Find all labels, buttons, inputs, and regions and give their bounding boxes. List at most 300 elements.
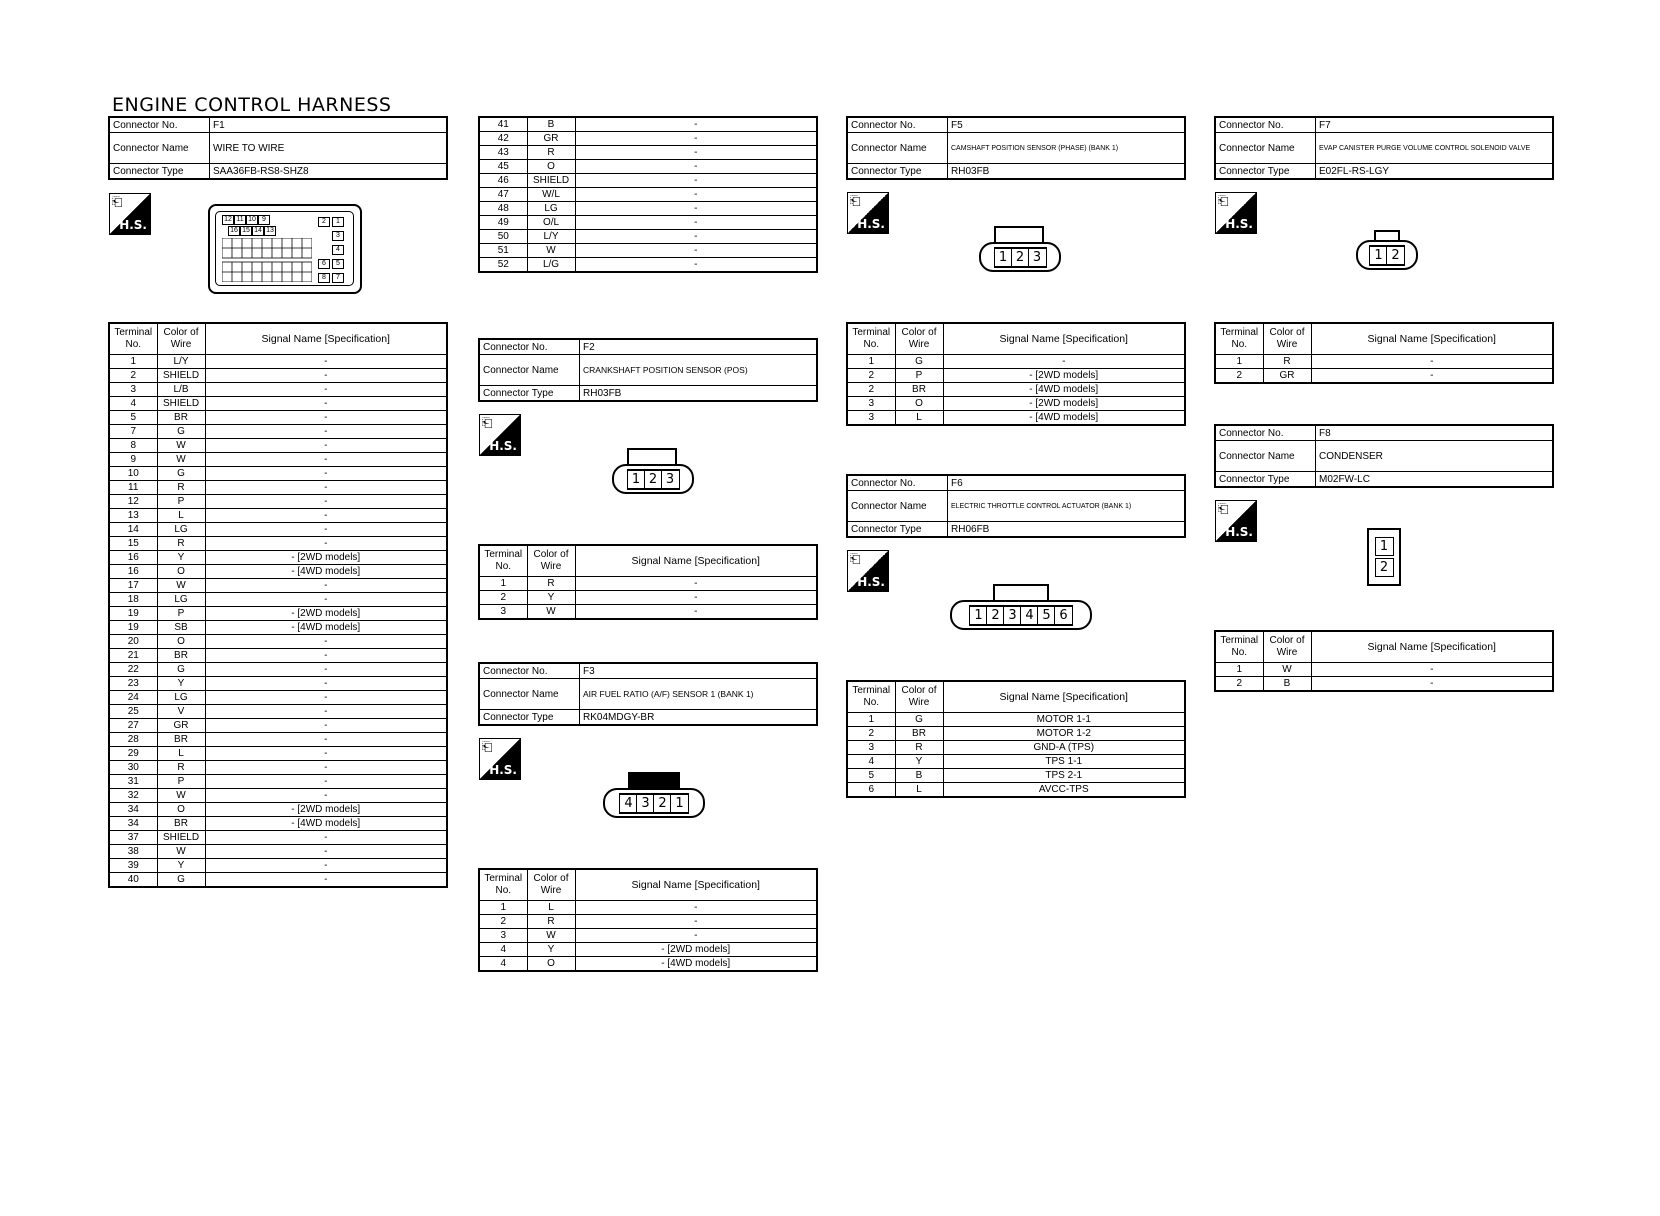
terminal-cell: 1 <box>479 577 527 591</box>
signal-cell: - <box>1311 369 1553 384</box>
signal-cell: - <box>575 132 817 146</box>
table-row <box>479 146 817 160</box>
terminal-cell: 16 <box>109 565 157 579</box>
harness-side-icon: ⎗ H.S. <box>847 192 889 234</box>
terminal-cell: 13 <box>109 509 157 523</box>
text-label: Signal Name [Specification] <box>1311 631 1553 663</box>
f5-connector-type: RH03FB <box>948 164 1186 180</box>
f3-terminal-rows <box>479 901 817 972</box>
signal-cell: - <box>575 605 817 620</box>
table-row <box>109 859 447 873</box>
text-label: Terminal No. <box>1215 631 1263 663</box>
signal-cell: - <box>205 593 447 607</box>
terminal-cell: 5 <box>847 769 895 783</box>
table-row <box>109 383 447 397</box>
signal-cell: AVCC-TPS <box>943 783 1185 798</box>
terminal-cell: 3 <box>847 741 895 755</box>
text-label: 14 <box>252 226 264 236</box>
harness-side-icon: ⎗ H.S. <box>1215 192 1257 234</box>
terminal-cell: 42 <box>479 132 527 146</box>
table-row <box>109 565 447 579</box>
terminal-cell: 8 <box>109 439 157 453</box>
f1-info-table <box>108 116 448 180</box>
text-label: Connector No. <box>479 663 580 679</box>
signal-cell: - <box>205 705 447 719</box>
harness-side-icon: ⎗ H.S. <box>479 414 521 456</box>
text-label: 7 <box>332 273 344 283</box>
terminal-cell: 14 <box>109 523 157 537</box>
signal-cell: - <box>205 831 447 845</box>
wire-color-cell: LG <box>527 202 575 216</box>
wire-color-cell: L <box>895 783 943 798</box>
wire-color-cell: LG <box>157 523 205 537</box>
header-terminal-no: Terminal No. <box>109 323 157 355</box>
f3-connector-no: F3 <box>580 663 818 679</box>
table-row <box>109 551 447 565</box>
table-row <box>479 605 817 620</box>
wire-color-cell: W <box>157 439 205 453</box>
signal-cell: - <box>205 733 447 747</box>
text-label: 16 <box>228 226 240 236</box>
table-row <box>109 775 447 789</box>
signal-cell: - <box>205 411 447 425</box>
signal-cell: - <box>1311 677 1553 692</box>
terminal-cell: 19 <box>109 621 157 635</box>
wire-color-cell: Y <box>527 943 575 957</box>
table-row <box>109 481 447 495</box>
f6-connector-no: F6 <box>948 475 1186 491</box>
table-row <box>109 845 447 859</box>
text-label: Connector Type <box>479 710 580 726</box>
table-row <box>109 677 447 691</box>
text-label: H.S. <box>1225 525 1253 539</box>
text-label: 1 <box>332 217 344 227</box>
signal-cell: - <box>205 719 447 733</box>
terminal-cell: 4 <box>847 755 895 769</box>
table-row <box>847 397 1185 411</box>
harness-side-icon: ⎗ H.S. <box>1215 500 1257 542</box>
f7-connector-type: E02FL-RS-LGY <box>1316 164 1554 180</box>
signal-cell: - [4WD models] <box>943 383 1185 397</box>
terminal-cell: 20 <box>109 635 157 649</box>
wire-color-cell: L/B <box>157 383 205 397</box>
wire-color-cell: R <box>157 537 205 551</box>
signal-cell: - [4WD models] <box>205 817 447 831</box>
wire-color-cell: P <box>157 495 205 509</box>
table-row <box>109 439 447 453</box>
terminal-cell: 32 <box>109 789 157 803</box>
text-label: Connector Name <box>1215 441 1316 472</box>
terminal-cell: 1 <box>1215 663 1263 677</box>
wire-color-cell: Y <box>157 677 205 691</box>
terminal-cell: 3 <box>479 605 527 620</box>
table-row <box>847 713 1185 727</box>
terminal-cell: 30 <box>109 761 157 775</box>
text-label: Signal Name [Specification] <box>575 545 817 577</box>
text-label: 3 <box>332 231 344 241</box>
wire-color-cell: GR <box>157 719 205 733</box>
text-label: 3 <box>1003 606 1022 625</box>
table-row <box>109 607 447 621</box>
terminal-cell: 29 <box>109 747 157 761</box>
table-row <box>109 453 447 467</box>
text-label: Connector No. <box>1215 117 1316 133</box>
terminal-cell: 5 <box>109 411 157 425</box>
text-label: 1 <box>1369 246 1388 265</box>
terminal-cell: 37 <box>109 831 157 845</box>
signal-cell: GND-A (TPS) <box>943 741 1185 755</box>
table-row <box>109 397 447 411</box>
wire-color-cell: W <box>527 929 575 943</box>
signal-cell: TPS 1-1 <box>943 755 1185 769</box>
wire-color-cell: B <box>895 769 943 783</box>
wire-color-cell: W <box>527 605 575 620</box>
wire-color-cell: L/Y <box>157 355 205 369</box>
signal-cell: - <box>575 174 817 188</box>
f8-connector-name: CONDENSER <box>1316 441 1554 472</box>
f7-terminal-rows <box>1215 355 1553 384</box>
table-row <box>479 160 817 174</box>
table-row <box>479 230 817 244</box>
wire-color-cell: O <box>527 160 575 174</box>
table-row <box>479 957 817 972</box>
wire-color-cell: P <box>157 607 205 621</box>
terminal-cell: 4 <box>479 943 527 957</box>
terminal-cell: 28 <box>109 733 157 747</box>
text-label: 1 <box>994 248 1013 267</box>
f3-info-table <box>478 662 818 726</box>
terminal-cell: 39 <box>109 859 157 873</box>
terminal-cell: 1 <box>109 355 157 369</box>
signal-cell: - [4WD models] <box>575 957 817 972</box>
terminal-cell: 1 <box>479 901 527 915</box>
wire-color-cell: SHIELD <box>157 397 205 411</box>
table-row <box>109 873 447 888</box>
wire-color-cell: Y <box>157 551 205 565</box>
text-label: 2 <box>653 794 672 813</box>
table-row <box>109 579 447 593</box>
text-label: Connector No. <box>847 117 948 133</box>
terminal-cell: 2 <box>479 591 527 605</box>
terminal-cell: 48 <box>479 202 527 216</box>
wire-color-cell: O <box>527 957 575 972</box>
signal-cell: - <box>575 244 817 258</box>
text-label: Connector Type <box>847 164 948 180</box>
text-label: 15 <box>240 226 252 236</box>
f6-connector-type: RH06FB <box>948 522 1186 538</box>
wire-color-cell: BR <box>157 649 205 663</box>
terminal-cell: 31 <box>109 775 157 789</box>
signal-cell: - <box>205 873 447 888</box>
text-label: 4 <box>332 245 344 255</box>
text-label: 6 <box>318 259 330 269</box>
text-label: H.S. <box>1225 217 1253 231</box>
table-row <box>847 355 1185 369</box>
table-row <box>109 635 447 649</box>
table-row <box>109 495 447 509</box>
f7-terminal-table <box>1214 322 1554 384</box>
terminal-cell: 51 <box>479 244 527 258</box>
terminal-cell: 9 <box>109 453 157 467</box>
f1-pin-grid <box>222 238 312 282</box>
text-label: 4 <box>619 794 638 813</box>
f6-terminal-rows <box>847 713 1185 798</box>
signal-cell: - [2WD models] <box>943 369 1185 383</box>
table-row <box>109 817 447 831</box>
table-row <box>109 509 447 523</box>
wire-color-cell: O <box>157 803 205 817</box>
text-label: 3 <box>636 794 655 813</box>
table-row <box>109 747 447 761</box>
table-row <box>109 691 447 705</box>
signal-cell: - [2WD models] <box>205 607 447 621</box>
wire-color-cell: SB <box>157 621 205 635</box>
wire-color-cell: W <box>527 244 575 258</box>
wire-color-cell: GR <box>527 132 575 146</box>
text-label: Connector Name <box>1215 133 1316 164</box>
f8-terminal-table <box>1214 630 1554 692</box>
table-row <box>109 831 447 845</box>
terminal-cell: 1 <box>1215 355 1263 369</box>
terminal-cell: 2 <box>479 915 527 929</box>
wire-color-cell: G <box>895 355 943 369</box>
wire-color-cell: SHIELD <box>157 369 205 383</box>
f7-connector-name: EVAP CANISTER PURGE VOLUME CONTROL SOLENOID VALVE <box>1316 133 1554 164</box>
f1-terminal-table <box>108 322 448 888</box>
table-row <box>109 523 447 537</box>
terminal-cell: 52 <box>479 258 527 273</box>
text-label: 2 <box>986 606 1005 625</box>
signal-cell: - <box>575 216 817 230</box>
signal-cell: MOTOR 1-1 <box>943 713 1185 727</box>
wire-color-cell: BR <box>157 411 205 425</box>
wire-color-cell: G <box>895 713 943 727</box>
f6-connector-diagram <box>950 600 1092 630</box>
signal-cell: - <box>575 915 817 929</box>
wire-color-cell: BR <box>895 383 943 397</box>
table-row <box>479 202 817 216</box>
terminal-cell: 25 <box>109 705 157 719</box>
table-row <box>847 755 1185 769</box>
terminal-cell: 1 <box>847 355 895 369</box>
text-label: Terminal No. <box>1215 323 1263 355</box>
wire-color-cell: L <box>895 411 943 426</box>
terminal-cell: 38 <box>109 845 157 859</box>
text-label: Signal Name [Specification] <box>575 869 817 901</box>
wire-color-cell: BR <box>157 817 205 831</box>
f8-connector-diagram <box>1367 528 1401 586</box>
signal-cell: - [4WD models] <box>205 565 447 579</box>
terminal-cell: 24 <box>109 691 157 705</box>
text-label: Terminal No. <box>479 545 527 577</box>
terminal-cell: 43 <box>479 146 527 160</box>
wire-color-cell: R <box>527 915 575 929</box>
signal-cell: - [4WD models] <box>205 621 447 635</box>
signal-cell: - <box>205 495 447 509</box>
signal-cell: - <box>205 677 447 691</box>
terminal-cell: 40 <box>109 873 157 888</box>
signal-cell: - [2WD models] <box>205 803 447 817</box>
wire-color-cell: Y <box>527 591 575 605</box>
table-row <box>109 411 447 425</box>
wire-color-cell: V <box>157 705 205 719</box>
text-label: Connector Name <box>479 355 580 386</box>
page-title: ENGINE CONTROL HARNESS <box>112 94 392 116</box>
wire-color-cell: LG <box>157 593 205 607</box>
terminal-cell: 16 <box>109 551 157 565</box>
text-label: 2 <box>1386 246 1405 265</box>
terminal-cell: 19 <box>109 607 157 621</box>
f1-terminal-rows <box>109 355 447 888</box>
signal-cell: - <box>205 439 447 453</box>
text-label: Signal Name [Specification] <box>943 323 1185 355</box>
signal-cell: - <box>575 202 817 216</box>
signal-cell: - <box>205 369 447 383</box>
f1-connector-diagram <box>208 204 362 294</box>
table-row <box>479 943 817 957</box>
signal-cell: - <box>205 859 447 873</box>
signal-cell: - <box>205 789 447 803</box>
signal-cell: - <box>205 747 447 761</box>
table-row <box>847 741 1185 755</box>
table-row <box>479 901 817 915</box>
f2-connector-type: RH03FB <box>580 386 818 402</box>
signal-cell: - <box>205 467 447 481</box>
signal-cell: - <box>575 146 817 160</box>
terminal-cell: 23 <box>109 677 157 691</box>
signal-cell: - <box>205 845 447 859</box>
table-row <box>109 705 447 719</box>
signal-cell: - <box>205 579 447 593</box>
terminal-cell: 47 <box>479 188 527 202</box>
text-label: Color of Wire <box>527 869 575 901</box>
table-row <box>1215 369 1553 384</box>
terminal-cell: 7 <box>109 425 157 439</box>
signal-cell: - <box>575 160 817 174</box>
text-label: 13 <box>264 226 276 236</box>
label-connector-no: Connector No. <box>109 117 210 133</box>
text-label: Signal Name [Specification] <box>943 681 1185 713</box>
text-label: 3 <box>661 470 680 489</box>
wire-color-cell: LG <box>157 691 205 705</box>
text-label: Connector No. <box>479 339 580 355</box>
table-row <box>847 383 1185 397</box>
wire-color-cell: L <box>157 747 205 761</box>
terminal-cell: 6 <box>847 783 895 798</box>
signal-cell: - <box>205 355 447 369</box>
wire-color-cell: Y <box>895 755 943 769</box>
table-row <box>847 769 1185 783</box>
wire-color-cell: SHIELD <box>527 174 575 188</box>
signal-cell: MOTOR 1-2 <box>943 727 1185 741</box>
text-label: 1 <box>1375 537 1394 556</box>
text-label: Connector Type <box>847 522 948 538</box>
terminal-cell: 27 <box>109 719 157 733</box>
wire-color-cell: B <box>1263 677 1311 692</box>
text-label: 6 <box>1054 606 1073 625</box>
table-row <box>109 761 447 775</box>
signal-cell: - <box>205 649 447 663</box>
terminal-cell: 3 <box>847 397 895 411</box>
terminal-cell: 2 <box>109 369 157 383</box>
signal-cell: - <box>1311 355 1553 369</box>
f3-connector-name: AIR FUEL RATIO (A/F) SENSOR 1 (BANK 1) <box>580 679 818 710</box>
f6-connector-name: ELECTRIC THROTTLE CONTROL ACTUATOR (BANK 1) <box>948 491 1186 522</box>
text-label: 1 <box>627 470 646 489</box>
wire-color-cell: W <box>157 789 205 803</box>
table-row <box>109 621 447 635</box>
terminal-cell: 2 <box>847 727 895 741</box>
text-label: Color of Wire <box>1263 323 1311 355</box>
f5-info-table <box>846 116 1186 180</box>
text-label: Connector Type <box>1215 472 1316 488</box>
wire-color-cell: GR <box>1263 369 1311 384</box>
wire-color-cell: P <box>157 775 205 789</box>
table-row <box>479 929 817 943</box>
text-label: Terminal No. <box>847 323 895 355</box>
wire-color-cell: L/Y <box>527 230 575 244</box>
table-row <box>479 915 817 929</box>
harness-side-icon: ⎗ H.S. <box>847 550 889 592</box>
table-row <box>479 591 817 605</box>
signal-cell: - [2WD models] <box>575 943 817 957</box>
text-label: H.S. <box>119 218 147 232</box>
table-row <box>109 733 447 747</box>
f1-connector-type: SAA36FB-RS8-SHZ8 <box>210 164 448 180</box>
f5-connector-no: F5 <box>948 117 1186 133</box>
wire-color-cell: O <box>157 565 205 579</box>
text-label: Connector Type <box>1215 164 1316 180</box>
signal-cell: - <box>575 117 817 132</box>
f8-info-table <box>1214 424 1554 488</box>
wire-color-cell: B <box>527 117 575 132</box>
terminal-cell: 1 <box>847 713 895 727</box>
signal-cell: - <box>575 230 817 244</box>
text-label: Color of Wire <box>1263 631 1311 663</box>
text-label: H.S. <box>857 217 885 231</box>
terminal-cell: 18 <box>109 593 157 607</box>
signal-cell: - <box>205 383 447 397</box>
terminal-cell: 21 <box>109 649 157 663</box>
table-row <box>1215 355 1553 369</box>
table-row <box>109 789 447 803</box>
terminal-cell: 50 <box>479 230 527 244</box>
text-label: 9 <box>258 215 270 225</box>
text-label: Terminal No. <box>479 869 527 901</box>
signal-cell: - <box>575 591 817 605</box>
wire-color-cell: L/G <box>527 258 575 273</box>
label-connector-name: Connector Name <box>109 133 210 164</box>
terminal-cell: 3 <box>109 383 157 397</box>
text-label: Color of Wire <box>895 681 943 713</box>
text-label: Terminal No. <box>847 681 895 713</box>
table-row <box>109 355 447 369</box>
signal-cell: - <box>205 397 447 411</box>
signal-cell: - <box>575 188 817 202</box>
wire-color-cell: W <box>1263 663 1311 677</box>
signal-cell: - <box>1311 663 1553 677</box>
f2-terminal-table <box>478 544 818 620</box>
wire-color-cell: BR <box>157 733 205 747</box>
signal-cell: - [4WD models] <box>943 411 1185 426</box>
terminal-cell: 15 <box>109 537 157 551</box>
terminal-cell: 3 <box>847 411 895 426</box>
signal-cell: - <box>575 258 817 273</box>
signal-cell: - [2WD models] <box>943 397 1185 411</box>
text-label: Signal Name [Specification] <box>1311 323 1553 355</box>
wire-color-cell: W <box>157 579 205 593</box>
f2-info-table <box>478 338 818 402</box>
